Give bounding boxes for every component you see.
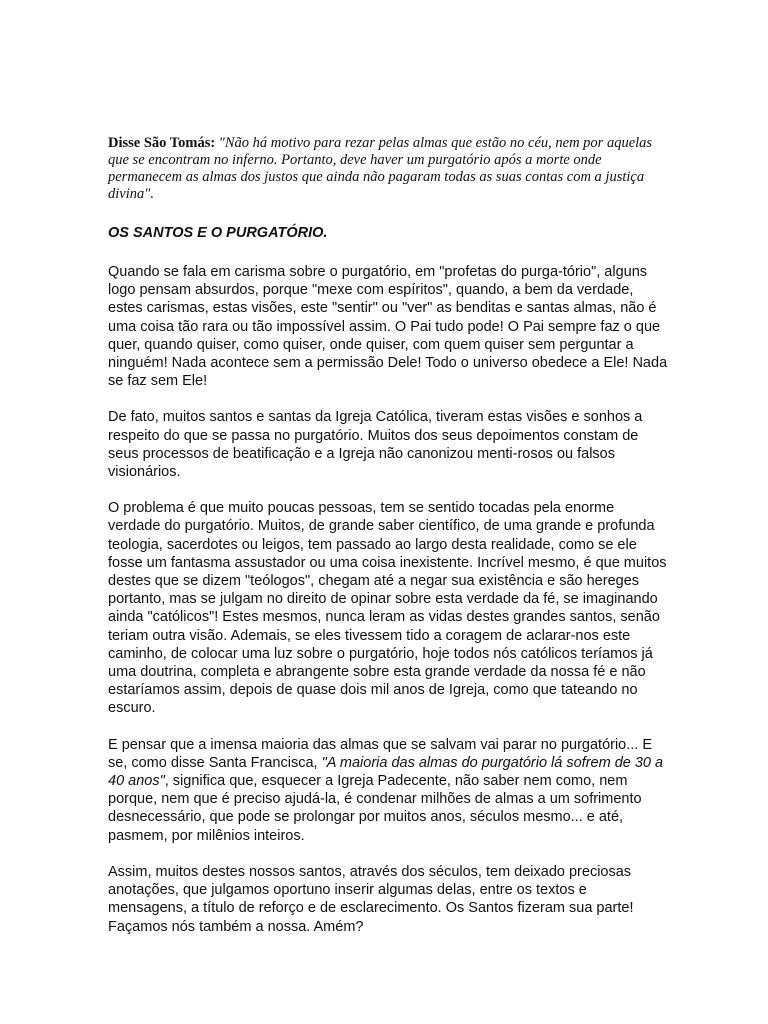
quote-speaker: Disse São Tomás:: [108, 135, 216, 151]
santa-francisca-quote: "A maioria das almas do purgatório lá sofrem de 30 a 40 anos": [108, 754, 664, 790]
paragraph-4: [108, 736, 668, 845]
paragraph-5: Assim, muitos destes nossos santos, através dos séculos, tem deixado preciosas anotações, que julgamos oportuno inserir algumas delas, entre os textos e mensagens, a título de reforço e de esclarecimento. Os Santos fizeram sua parte! Façamos nós também a nossa. Amém?: [108, 863, 634, 935]
section-heading: OS SANTOS E O PURGATÓRIO.: [108, 225, 328, 241]
paragraph-4-start: E pensar que a imensa maioria das almas que se salvam vai parar no purgatório... E se, como disse Santa Francisca,: [108, 736, 653, 771]
quote-text: "Não há motivo para rezar pelas almas que estão no céu, nem por aquelas que se encontram no inferno. Portanto, deve haver um purgatório após a morte onde permanecem as almas dos justos que ainda não pagaram todas as suas contas com a justiça divina".: [108, 135, 653, 202]
paragraph-2: De fato, muitos santos e santas da Igreja Católica, tiveram estas visões e sonhos a respeito do que se passa no purgatório. Muitos dos seus depoimentos constam de seus processos de beatificação e a Igreja não canonizou menti-rosos ou falsos visionários.: [108, 409, 643, 481]
paragraph-1: Quando se fala em carisma sobre o purgatório, em "profetas do purga-tório", alguns logo pensam absurdos, porque "mexe com espíritos", quando, a bem da verdade, estes carismas, estas visões, este "sentir" ou "ver" as benditas e santas almas, não é uma coisa tão rara ou tão impossível assim. O Pai tudo pode! O Pai sempre faz o que quer, quando quiser, como quiser, onde quiser, com quem quiser sem perguntar a ninguém! Nada acontece sem a permissão Dele! Todo o universo obedece a Ele! Nada se faz sem Ele!: [108, 264, 668, 390]
paragraph-4-end: , significa que, esquecer a Igreja Padecente, não saber nem como, nem porque, nem que é preciso ajudá-la, é condenar milhões de almas a um sofrimento desnecessário, que pode se prolongar por muitos anos, séculos mesmo... e até, pasmem, por milênios inteiros.: [108, 773, 642, 844]
quote-block: [108, 135, 663, 203]
paragraph-3: O problema é que muito poucas pessoas, tem se sentido tocadas pela enorme verdade do purgatório. Muitos, de grande saber científico, de uma grande e profunda teologia, sacerdotes ou leigos, tem passado ao largo desta realidade, como se ele fosse um fantasma assustador ou uma coisa inexistente. Incrível mesmo, é que muitos destes que se dizem "teólogos", chegam até a negar sua existência e são hereges portanto, mas se julgam no direito de opinar sobre esta verdade da fé, se imaginando ainda "católicos"! Estes mesmos, nunca leram as vidas destes grandes santos, senão teriam outra visão. Ademais, se eles tivessem tido a coragem de aclarar-nos este caminho, de colocar uma luz sobre o purgatório, hoje todos nós católicos teríamos já uma doutrina, completa e abrangente sobre esta grande verdade da nossa fé e não estaríamos assim, depois de quase dois mil anos de Igreja, como que tateando no escuro.: [108, 500, 667, 717]
